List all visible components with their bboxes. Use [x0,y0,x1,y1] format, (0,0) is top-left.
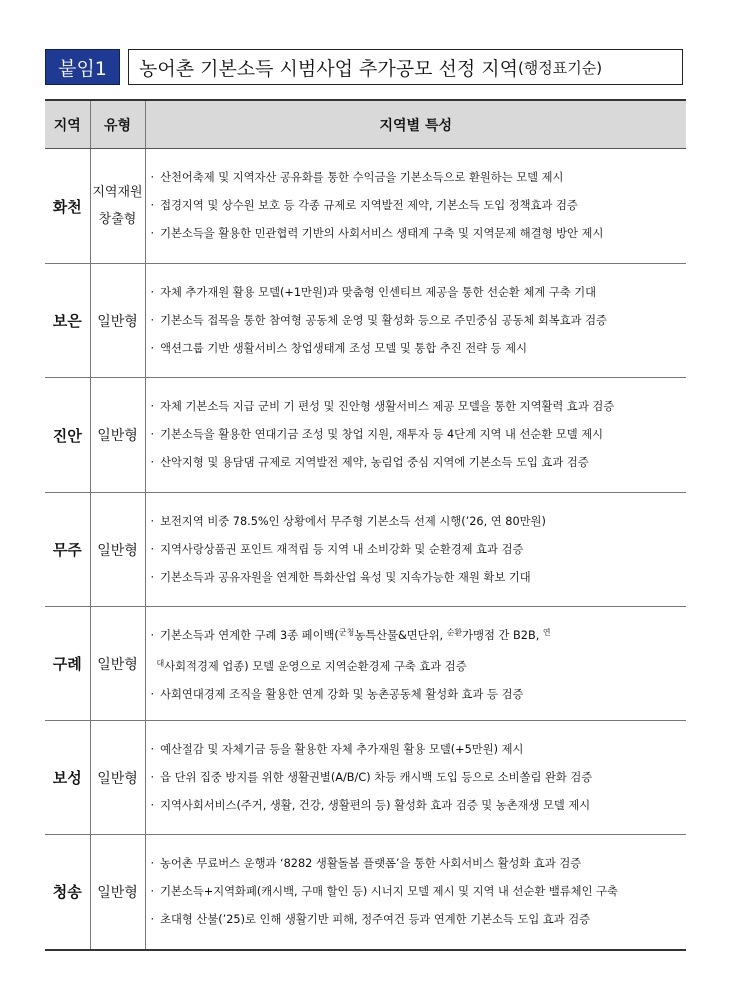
title-row [45,49,683,85]
table-row [45,835,686,950]
attachment-badge: 붙임1 [45,49,120,85]
table-row [45,493,686,607]
list-item: · 농어촌 무료버스 운행과 ‘8282 생활돌봄 플랫폼’을 통한 사회서비스 활성화 효과 검증 [150,856,582,870]
page-title [128,49,683,85]
type-cell: 일반형 [90,835,145,950]
list-item: · 자체 기본소득 지급 군비 기 편성 및 진안형 생활서비스 제공 모델을 통한 지역활력 효과 검증 [150,400,615,413]
list-item: · 지역사회서비스(주거, 생활, 건강, 생활편의 등) 활성화 효과 검증 및 농촌재생 모델 제시 [150,798,591,812]
col-header-desc: 지역별 특성 [145,100,686,149]
region-cell: 보은 [45,264,90,378]
desc-cell [145,149,686,264]
list-item: · 산천어축제 및 지역자산 공유화를 통한 수익금을 기본소득으로 환원하는 모델 제시 [150,171,564,184]
list-item: · 기본소득과 공유자원을 연계한 특화산업 육성 및 지속가능한 재원 확보 기대 [150,570,531,584]
list-item: · 자체 추가재원 활용 모델(+1만원)과 맞춤형 인센티브 제공을 통한 선순환 체계 구축 기대 [150,285,597,299]
table-header-row [45,100,686,149]
table-row [45,721,686,835]
region-cell: 보성 [45,721,90,835]
list-item: · 접경지역 및 상수원 보호 등 각종 규제로 지역발전 제약, 기본소득 도입 정책효과 검증 [150,199,578,212]
list-item: · 기본소득 접목을 통한 참여형 공동체 운영 및 활성화 등으로 주민중심 공동체 회복효과 검증 [150,313,607,327]
region-table [45,99,686,951]
desc-cell [145,721,686,835]
table-row [45,264,686,378]
list-item-continued: $^대$사회적경제 업종) 모델 운영으로 지역순환경제 구축 효과 검증 [156,658,467,673]
list-item: · 기본소득과 연계한 구례 3종 페이백($^{군청}$농특산물&면단위, $^{순환}$가맹점 간 B2B, $^연$ [150,627,551,642]
desc-cell [145,493,686,607]
desc-cell [145,378,686,493]
list-item: · 산악지형 및 용담댐 규제로 지역발전 제약, 농림업 중심 지역에 기본소득 도입 효과 검증 [150,456,589,469]
region-cell: 구례 [45,607,90,721]
list-item: · 읍 단위 집중 방지를 위한 생활권별(A/B/C) 차등 캐시백 도입 등으로 소비쏠림 완화 검증 [150,770,593,784]
list-item: · 기본소득+지역화폐(캐시백, 구매 할인 등) 시너지 모델 제시 및 지역 내 선순환 밸류체인 구축 [150,884,618,898]
list-item: · 액션그룹 기반 생활서비스 창업생태계 조성 모델 및 통합 추진 전략 등 제시 [150,341,527,355]
type-cell: 일반형 [90,493,145,607]
type-cell: 일반형 [90,607,145,721]
list-item: · 지역사랑상품권 포인트 재적립 등 지역 내 소비강화 및 순환경제 효과 검증 [150,542,524,556]
title-sub: (행정표기순) [517,58,603,77]
type-line: 지역재원 [92,185,143,200]
desc-cell [145,264,686,378]
type-cell: 일반형 [90,264,145,378]
table-row [45,378,686,493]
list-item: · 예산절감 및 자체기금 등을 활용한 자체 추가재원 활용 모델(+5만원) 제시 [150,742,524,756]
region-cell: 청송 [45,835,90,950]
type-cell [90,149,145,264]
list-item: · 초대형 산불(’25)로 인해 생활기반 피해, 정주여건 등과 연계한 기본소득 도입 효과 검증 [150,912,591,926]
title-main: 농어촌 기본소득 시범사업 추가공모 선정 지역 [139,57,518,80]
table-row [45,607,686,721]
col-header-type: 유형 [90,100,145,149]
list-item: · 사회연대경제 조직을 활용한 연계 강화 및 농촌공동체 활성화 효과 등 검증 [150,687,524,701]
region-cell: 화천 [45,149,90,264]
list-item: · 기본소득을 활용한 연대기금 조성 및 창업 지원, 재투자 등 4단계 지역 내 선순환 모델 제시 [150,428,604,441]
list-item: · 보전지역 비중 78.5%인 상황에서 무주형 기본소득 선제 시행(’26, 연 80만원) [150,514,546,528]
col-header-region: 지역 [45,100,90,149]
desc-cell [145,835,686,950]
table-row [45,149,686,264]
region-cell: 진안 [45,378,90,493]
list-item: · 기본소득을 활용한 민관협력 기반의 사회서비스 생태계 구축 및 지역문제 해결형 방안 제시 [150,227,604,240]
type-cell: 일반형 [90,378,145,493]
desc-cell [145,607,686,721]
region-cell: 무주 [45,493,90,607]
type-line: 창출형 [98,212,137,227]
type-cell: 일반형 [90,721,145,835]
